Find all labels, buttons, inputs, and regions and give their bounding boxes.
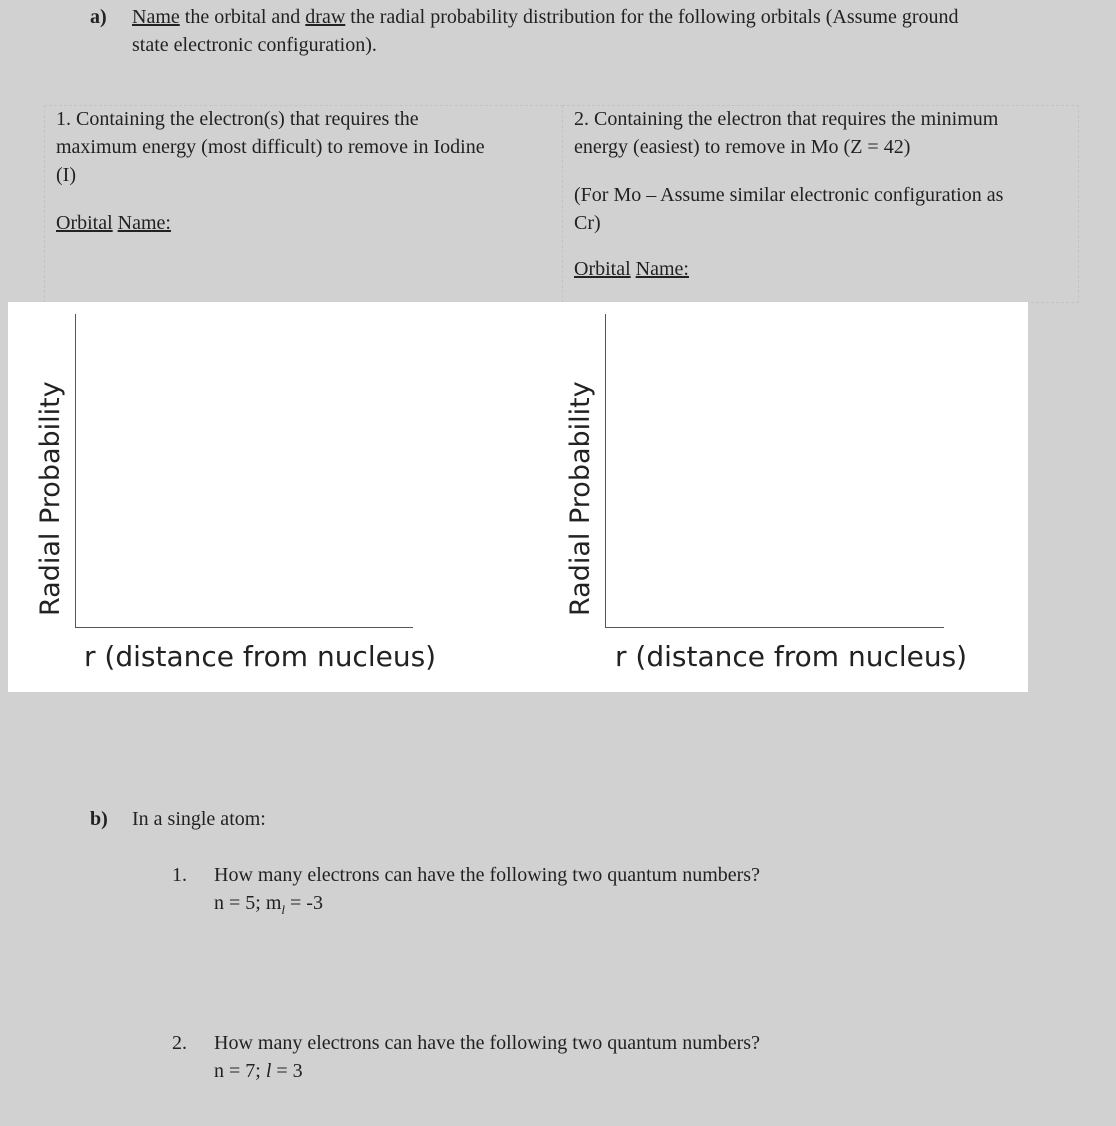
part-a-label: a) [90,6,107,28]
instruction-rest: the radial probability distribution for the following orbitals (Assume ground [345,6,959,28]
graph1-x-axis [75,627,413,628]
q2-note-line2: Cr) [574,212,601,234]
q1-ml-value: = -3 [285,892,323,914]
part-b-q1-text: How many electrons can have the following two quantum numbers? [214,864,760,886]
graphs-panel [8,302,1028,692]
instruction-draw-word: draw [305,6,346,28]
q1-orbital-word: Orbital [56,212,113,234]
part-b-q2-text: How many electrons can have the following two quantum numbers? [214,1032,760,1054]
q2-name-word: Name: [635,258,689,280]
instruction-name-word: Name [132,6,180,28]
part-a-instruction [132,3,1092,31]
q1-line3: (I) [56,164,76,186]
graph1-y-label: Radial Probability [35,381,66,616]
graph2-y-label: Radial Probability [565,381,596,616]
q1-line1: 1. Containing the electron(s) that requires the [56,108,419,130]
q2-note-line1: (For Mo – Assume similar electronic configuration as [574,184,1004,206]
graph2-x-label: r (distance from nucleus) [615,640,968,673]
q2-n-value: n = 7; [214,1060,266,1082]
part-b-q1-number: 1. [172,864,187,886]
q2-l-symbol: l [265,1060,272,1082]
part-b-q2-number: 2. [172,1032,187,1054]
part-b-label: b) [90,808,108,830]
graph2-x-axis [605,627,944,628]
q2-line1: 2. Containing the electron that requires the minimum [574,108,999,130]
part-a-instruction-line2: state electronic configuration). [132,34,377,56]
graph1-x-label: r (distance from nucleus) [84,640,437,673]
q1-orbital-name-label [56,209,171,237]
part-b-q1-values [214,889,323,924]
q1-ml-subscript: l [281,902,286,917]
graph1-y-axis [75,314,76,628]
instruction-mid: the orbital and [179,6,306,28]
q2-line2: energy (easiest) to remove in Mo (Z = 42) [574,136,911,158]
part-b-q2-values [214,1057,303,1085]
part-b-intro: In a single atom: [132,808,266,830]
graph2-y-axis [605,314,606,628]
q1-n-value: n = 5; m [214,892,282,914]
q1-name-word: Name: [117,212,171,234]
q2-orbital-word: Orbital [574,258,631,280]
q1-line2: maximum energy (most difficult) to remove in Iodine [56,136,485,158]
q2-l-value: = 3 [271,1060,303,1082]
q2-orbital-name-label [574,255,689,283]
